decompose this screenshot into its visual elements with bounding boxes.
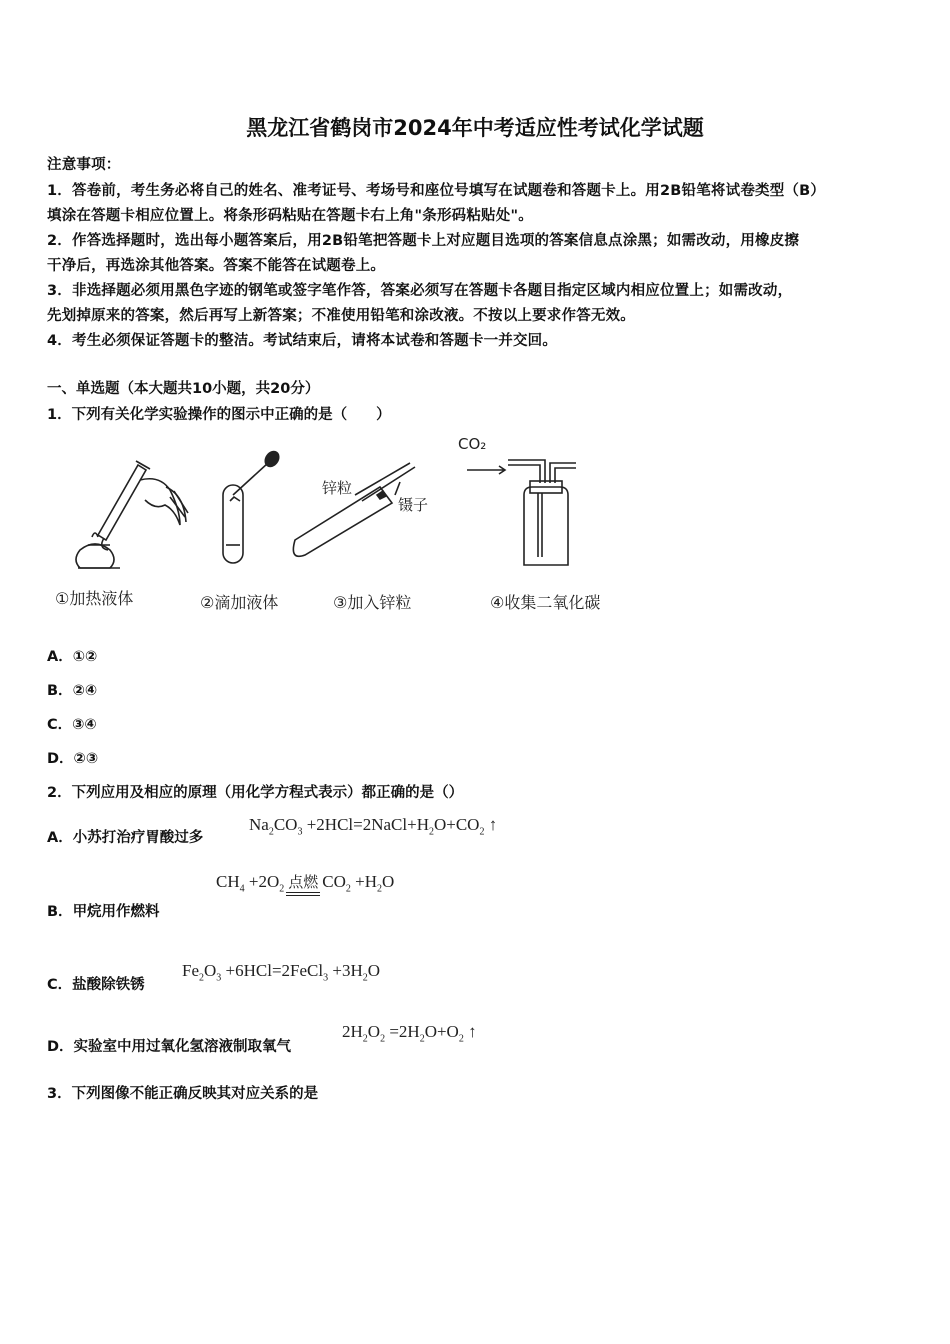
q1-option-b[interactable]: B．②④ [47, 683, 98, 699]
reaction-condition: 点燃 [288, 875, 319, 891]
notice-line: 先划掉原来的答案，然后再写上新答案；不准使用铅笔和涂改液。不按以上要求作答无效。 [47, 308, 635, 324]
equation-d: $2H_2O_2 =2H_2O+O_2$ ↑ [342, 1022, 477, 1045]
co2-bottle-illustration [467, 460, 576, 565]
q2-option-a[interactable]: A．小苏打治疗胃酸过多 [47, 830, 204, 846]
q2-option-c[interactable]: C．盐酸除铁锈 [47, 977, 145, 993]
adding-zinc-illustration [293, 463, 415, 556]
q1-option-d[interactable]: D．②③ [47, 751, 99, 767]
question-3-stem: 3．下列图像不能正确反映其对应关系的是 [47, 1086, 319, 1102]
tweezers-label: 镊子 [398, 496, 429, 514]
co2-label: CO₂ [458, 435, 487, 453]
question-1-stem: 1．下列有关化学实验操作的图示中正确的是（ ） [47, 407, 391, 423]
q1-option-a[interactable]: A．①② [47, 649, 98, 665]
figure-caption-4: ④收集二氧化碳 [490, 593, 601, 612]
notice-line: 填涂在答题卡相应位置上。将条形码粘贴在答题卡右上角"条形码粘贴处"。 [47, 208, 533, 224]
notice-line: 干净后，再选涂其他答案。答案不能答在试题卷上。 [47, 258, 386, 274]
q2-option-d[interactable]: D．实验室中用过氧化氢溶液制取氧气 [47, 1039, 292, 1055]
equation-b: $CH_4 +2O_2$ 点燃 $CO_2 +H_2O$ [216, 872, 395, 895]
zinc-label: 锌粒 [322, 479, 353, 497]
notice-line: 4．考生必须保证答题卡的整洁。考试结束后，请将本试卷和答题卡一并交回。 [47, 333, 558, 349]
dropping-liquid-illustration [223, 449, 282, 563]
figure-caption-3: ③加入锌粒 [333, 593, 412, 612]
equation-a: $Na_2CO_3$ $+2HCl=2NaCl+H_2O+CO_2$ ↑ [249, 815, 498, 838]
heating-liquid-illustration [76, 461, 188, 568]
notice-line: 1．答卷前，考生务必将自己的姓名、准考证号、考场号和座位号填写在试题卷和答题卡上。用2B铅笔将试卷类型（B） [47, 183, 826, 199]
page-title: 黑龙江省鹤岗市2024年中考适应性考试化学试题 [246, 116, 704, 140]
notice-line: 2．作答选择题时，选出每小题答案后，用2B铅笔把答题卡上对应题目选项的答案信息点涂黑；如需改动，用橡皮擦 [47, 233, 800, 249]
q1-option-c[interactable]: C．③④ [47, 717, 97, 733]
figure-caption-1: ①加热液体 [55, 589, 134, 608]
notice-line: 3．非选择题必须用黑色字迹的钢笔或签字笔作答，答案必须写在答题卡各题目指定区域内相应位置上；如需改动， [47, 283, 793, 299]
equation-c: $Fe_2O_3$ +6HCl=2FeCl$_3$ $+3H_2O$ [182, 961, 381, 984]
section-heading: 一、单选题（本大题共10小题，共20分） [47, 381, 320, 397]
notice-heading: 注意事项： [47, 157, 121, 173]
q2-option-b[interactable]: B．甲烷用作燃料 [47, 904, 160, 920]
question-2-stem: 2．下列应用及相应的原理（用化学方程式表示）都正确的是（） [47, 785, 464, 801]
figure-caption-2: ②滴加液体 [200, 593, 279, 612]
